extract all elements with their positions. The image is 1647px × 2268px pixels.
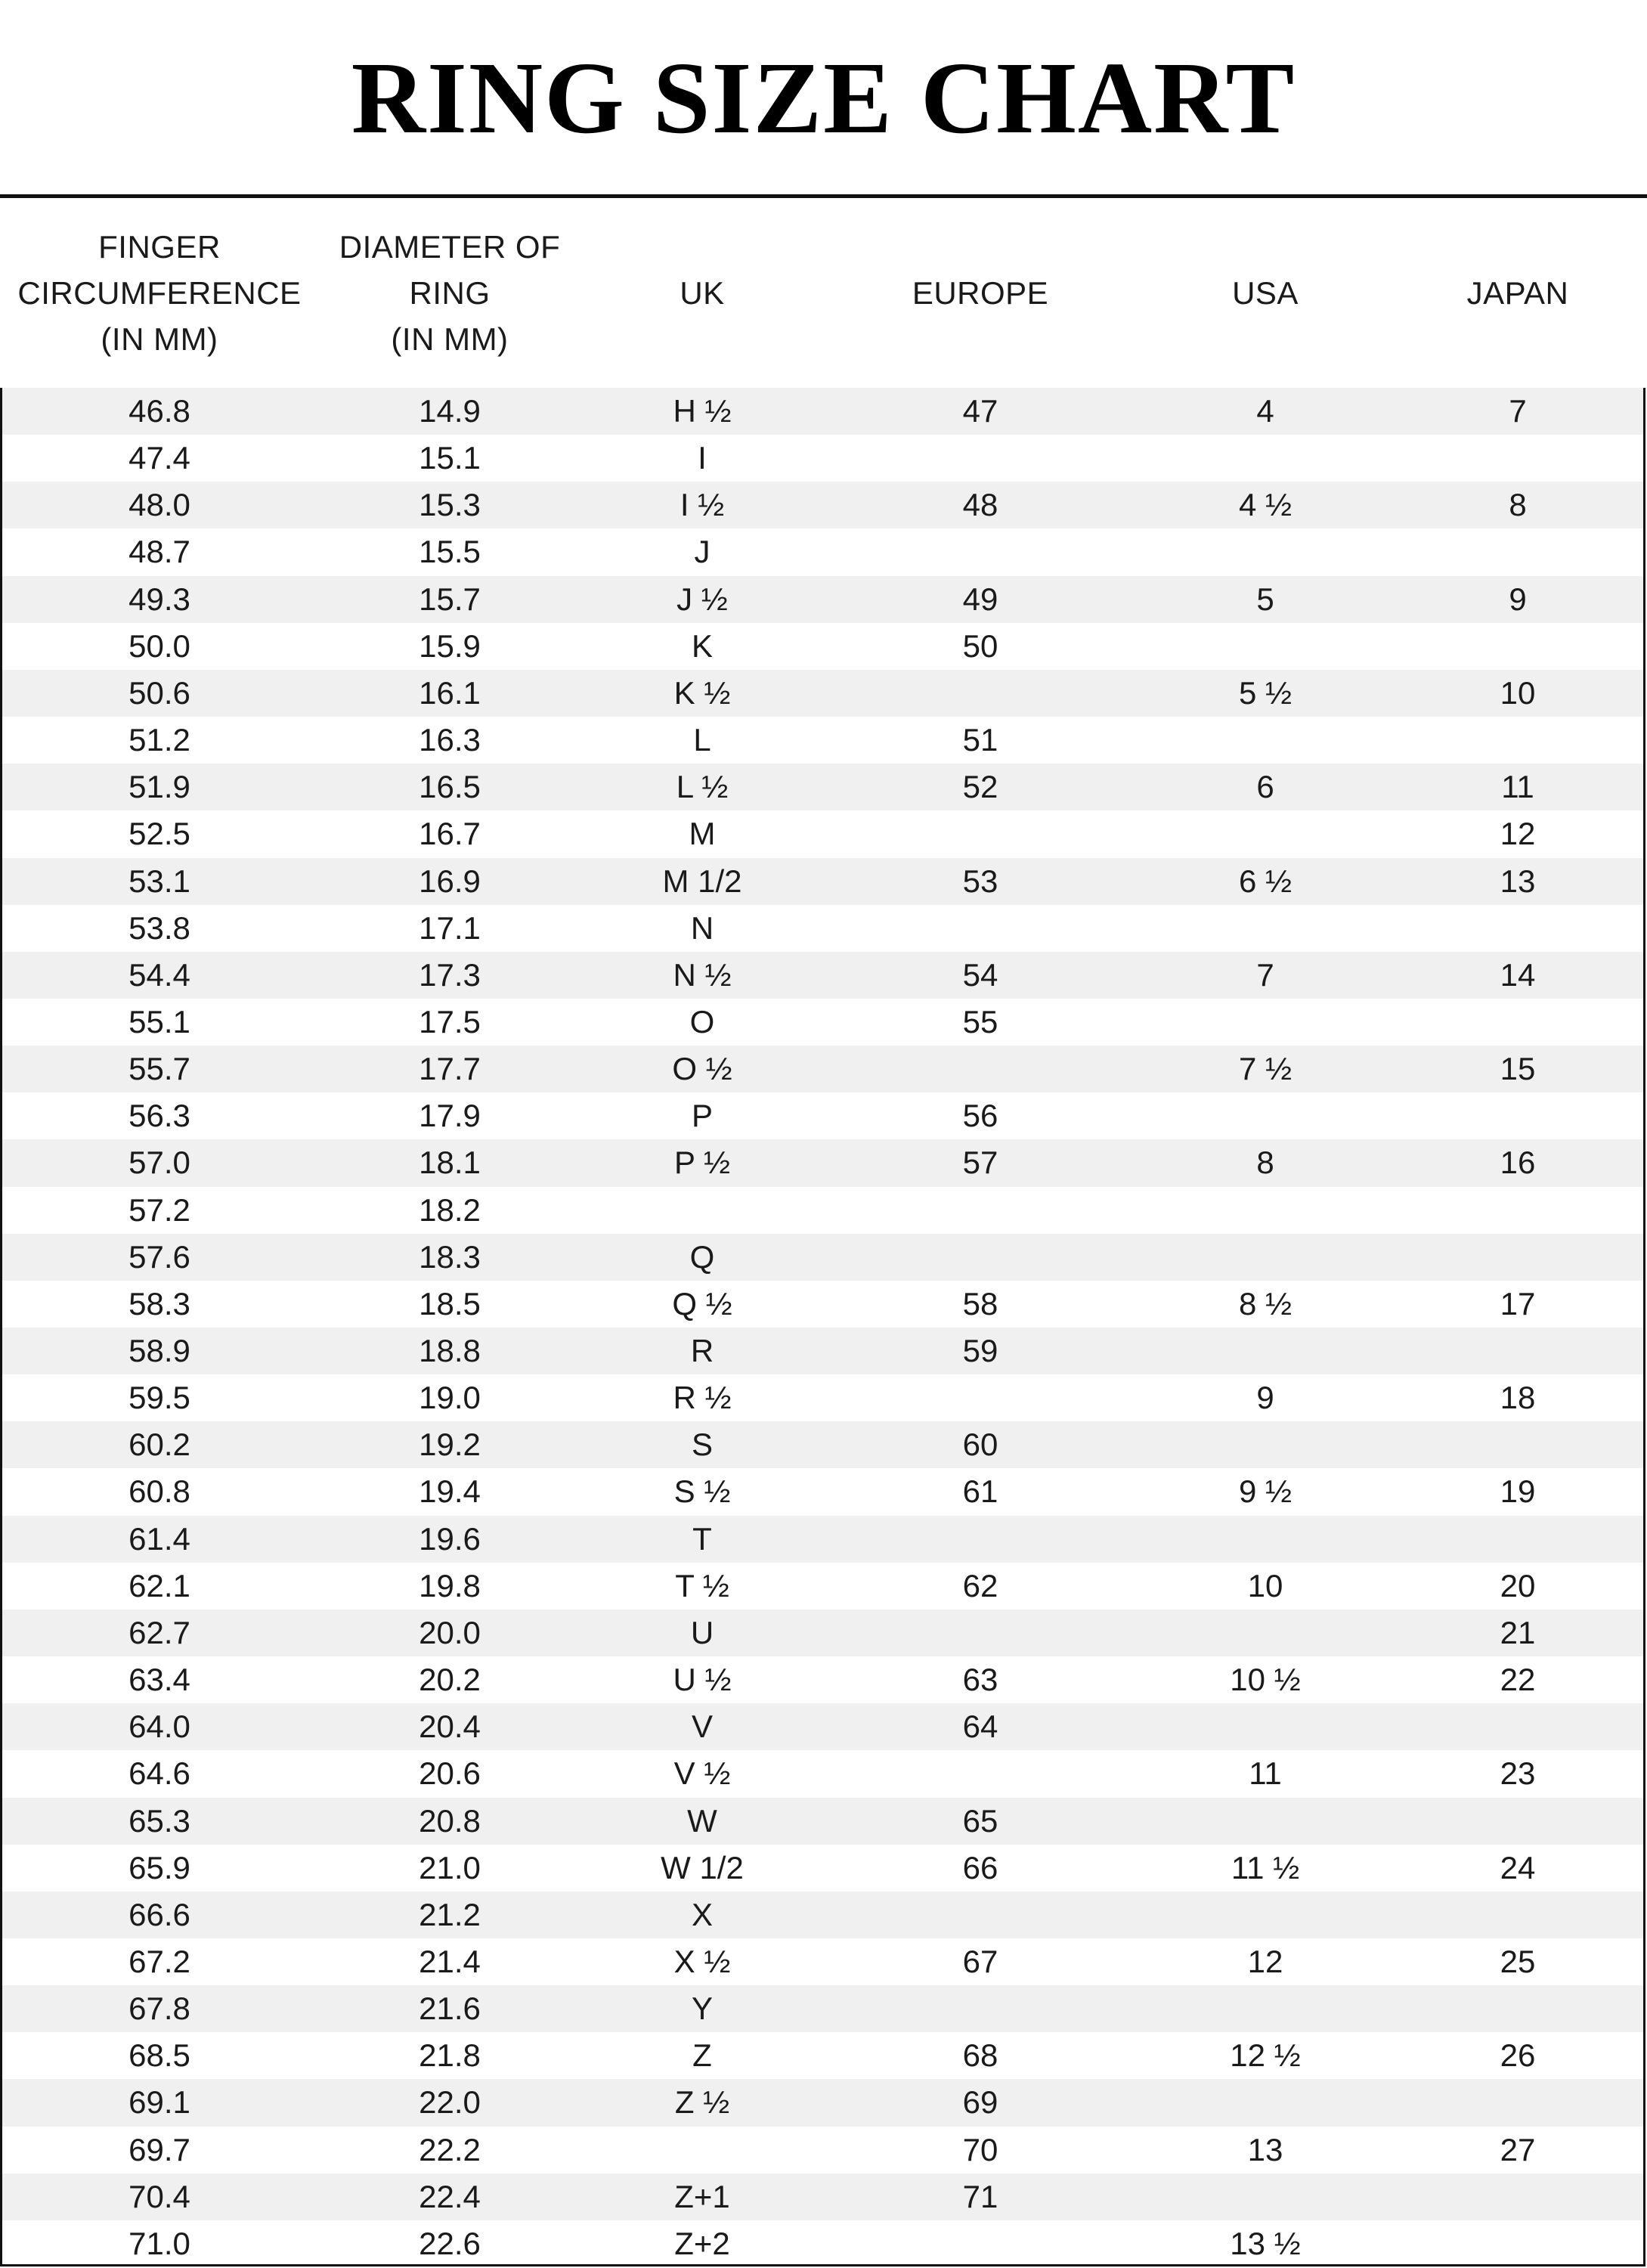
table-row — [2, 1421, 1643, 1468]
cell-europe — [844, 1750, 1116, 1797]
cell-diameter: 18.3 — [419, 1238, 481, 1275]
column-header-line: UK — [680, 275, 725, 311]
table-row — [2, 2127, 1643, 2174]
cell-uk: X ½ — [673, 1943, 731, 1979]
cell-uk: P ½ — [674, 1145, 730, 1181]
cell-usa — [1129, 528, 1401, 575]
table-row — [2, 1374, 1643, 1421]
cell-europe — [844, 1610, 1116, 1656]
cell-uk: J — [694, 534, 711, 570]
column-header-line: CIRCUMFERENCE — [17, 275, 302, 311]
cell-usa — [1129, 1187, 1401, 1234]
table-row — [2, 1610, 1643, 1656]
cell-circumference: 57.6 — [128, 1238, 190, 1275]
cell-circumference: 58.3 — [128, 1285, 190, 1321]
cell-europe: 64 — [962, 1709, 998, 1745]
cell-japan: 18 — [1500, 1380, 1536, 1416]
cell-europe: 61 — [962, 1473, 998, 1510]
table-row — [2, 1563, 1643, 1610]
cell-usa — [1129, 435, 1401, 482]
cell-usa — [1129, 1892, 1401, 1938]
cell-circumference: 50.6 — [128, 674, 190, 711]
cell-japan: 12 — [1500, 816, 1536, 852]
cell-europe: 48 — [962, 487, 998, 523]
column-header-circumference — [1, 198, 318, 388]
cell-usa: 8 — [1256, 1145, 1274, 1181]
cell-circumference: 60.8 — [128, 1473, 190, 1510]
table-row — [2, 482, 1643, 528]
table-row — [2, 2079, 1643, 2126]
cell-diameter: 21.2 — [419, 1896, 481, 1932]
cell-diameter: 19.0 — [419, 1380, 481, 1416]
cell-japan — [1404, 1892, 1631, 1938]
cell-uk: V ½ — [673, 1755, 731, 1792]
cell-usa: 6 ½ — [1238, 863, 1293, 899]
cell-uk: L — [693, 722, 711, 758]
cell-uk: U — [690, 1614, 714, 1650]
cell-europe: 65 — [962, 1802, 998, 1839]
column-header-line: DIAMETER OF — [339, 229, 561, 265]
cell-europe: 58 — [962, 1285, 998, 1321]
cell-europe: 67 — [962, 1943, 998, 1979]
cell-uk — [589, 1187, 816, 1234]
table-row — [2, 2174, 1643, 2220]
cell-japan: 19 — [1500, 1473, 1536, 1510]
cell-europe — [844, 435, 1116, 482]
cell-japan — [1404, 2174, 1631, 2220]
cell-uk: Q — [689, 1238, 715, 1275]
cell-usa: 13 — [1247, 2131, 1283, 2167]
cell-europe — [844, 1046, 1116, 1092]
column-header-line: JAPAN — [1466, 275, 1569, 311]
cell-circumference: 55.1 — [128, 1003, 190, 1040]
table-row — [2, 528, 1643, 575]
cell-usa: 9 ½ — [1238, 1473, 1293, 1510]
cell-circumference: 67.2 — [128, 1943, 190, 1979]
cell-uk: Z+1 — [674, 2178, 730, 2214]
cell-usa: 7 ½ — [1238, 1051, 1293, 1087]
cell-europe: 56 — [962, 1098, 998, 1134]
cell-japan — [1404, 1328, 1631, 1374]
cell-europe — [844, 905, 1116, 952]
cell-europe: 53 — [962, 863, 998, 899]
cell-japan: 27 — [1500, 2131, 1536, 2167]
cell-circumference: 55.7 — [128, 1051, 190, 1087]
cell-diameter: 19.2 — [419, 1427, 481, 1463]
table-row — [2, 717, 1643, 764]
cell-circumference: 49.3 — [128, 581, 190, 617]
cell-europe — [844, 1187, 1116, 1234]
cell-uk: Z ½ — [674, 2084, 730, 2121]
cell-japan — [1404, 2079, 1631, 2126]
cell-circumference: 52.5 — [128, 816, 190, 852]
cell-diameter: 19.8 — [419, 1567, 481, 1603]
cell-uk: I — [698, 440, 707, 476]
cell-japan — [1404, 1798, 1631, 1845]
cell-japan: 13 — [1500, 863, 1536, 899]
cell-japan — [1404, 999, 1631, 1046]
cell-usa — [1129, 2174, 1401, 2220]
cell-circumference: 65.9 — [128, 1849, 190, 1885]
cell-japan: 16 — [1500, 1145, 1536, 1181]
cell-uk: K — [691, 627, 713, 664]
cell-japan: 14 — [1500, 956, 1536, 993]
cell-diameter: 15.5 — [419, 534, 481, 570]
cell-usa: 9 — [1256, 1380, 1274, 1416]
cell-diameter: 20.8 — [419, 1802, 481, 1839]
cell-circumference: 54.4 — [128, 956, 190, 993]
cell-uk: O ½ — [672, 1051, 732, 1087]
table-row — [2, 1328, 1643, 1374]
table-row — [2, 1516, 1643, 1563]
cell-japan: 9 — [1509, 581, 1527, 617]
table-row — [2, 858, 1643, 905]
cell-europe: 55 — [962, 1003, 998, 1040]
cell-japan — [1404, 1985, 1631, 2032]
cell-japan — [1404, 717, 1631, 764]
cell-japan — [1404, 2220, 1631, 2267]
cell-japan: 26 — [1500, 2037, 1536, 2074]
column-header-line: EUROPE — [912, 275, 1049, 311]
column-header-line: RING — [409, 275, 491, 311]
cell-circumference: 57.2 — [128, 1191, 190, 1228]
cell-diameter: 14.9 — [419, 393, 481, 429]
cell-diameter: 16.9 — [419, 863, 481, 899]
cell-circumference: 61.4 — [128, 1520, 190, 1557]
cell-circumference: 67.8 — [128, 1991, 190, 2027]
cell-diameter: 18.2 — [419, 1191, 481, 1228]
column-header-line: FINGER — [98, 229, 221, 265]
cell-diameter: 22.4 — [419, 2178, 481, 2214]
cell-europe: 59 — [962, 1333, 998, 1368]
cell-diameter: 18.1 — [419, 1145, 481, 1181]
table-row — [2, 2032, 1643, 2079]
cell-circumference: 69.7 — [128, 2131, 190, 2167]
cell-circumference: 66.6 — [128, 1896, 190, 1932]
cell-uk: S ½ — [673, 1473, 731, 1510]
cell-diameter: 16.7 — [419, 816, 481, 852]
cell-circumference: 64.6 — [128, 1755, 190, 1792]
cell-circumference: 62.1 — [128, 1567, 190, 1603]
cell-circumference: 58.9 — [128, 1333, 190, 1368]
column-header-line: (IN MM) — [101, 321, 218, 357]
table-row — [2, 1234, 1643, 1281]
cell-diameter: 20.0 — [419, 1614, 481, 1650]
column-header-usa — [1129, 198, 1401, 388]
cell-usa: 11 ½ — [1231, 1849, 1300, 1885]
cell-europe: 68 — [962, 2037, 998, 2074]
column-header-line: (IN MM) — [391, 321, 509, 357]
cell-japan: 20 — [1500, 1567, 1536, 1603]
cell-diameter: 16.3 — [419, 722, 481, 758]
cell-circumference: 62.7 — [128, 1614, 190, 1650]
cell-europe — [844, 1892, 1116, 1938]
table-row — [2, 1750, 1643, 1797]
cell-uk: U ½ — [673, 1662, 732, 1698]
cell-usa — [1129, 1234, 1401, 1281]
table-row — [2, 810, 1643, 857]
cell-usa — [1129, 717, 1401, 764]
cell-circumference: 50.0 — [128, 627, 190, 664]
cell-usa: 10 ½ — [1230, 1662, 1301, 1698]
cell-usa: 12 — [1247, 1943, 1283, 1979]
cell-uk: X — [691, 1896, 713, 1932]
cell-europe: 49 — [962, 581, 998, 617]
cell-diameter: 16.1 — [419, 674, 481, 711]
cell-diameter: 22.0 — [419, 2084, 481, 2121]
table-row — [2, 1139, 1643, 1186]
cell-europe: 69 — [962, 2084, 998, 2121]
cell-usa: 13 ½ — [1230, 2225, 1301, 2261]
table-row — [2, 670, 1643, 717]
cell-usa — [1129, 1516, 1401, 1563]
column-header-line: USA — [1232, 275, 1299, 311]
cell-diameter: 17.7 — [419, 1051, 481, 1087]
table-row — [2, 1656, 1643, 1703]
cell-uk: Y — [691, 1991, 713, 2027]
cell-japan — [1404, 1703, 1631, 1750]
table-row — [2, 1938, 1643, 1985]
cell-diameter: 22.2 — [419, 2131, 481, 2167]
table-row — [2, 764, 1643, 810]
cell-japan: 17 — [1500, 1285, 1536, 1321]
cell-uk: I ½ — [680, 487, 725, 523]
cell-circumference: 48.0 — [128, 487, 190, 523]
cell-diameter: 15.3 — [419, 487, 481, 523]
cell-usa — [1129, 1092, 1401, 1139]
cell-diameter: 17.5 — [419, 1003, 481, 1040]
cell-diameter: 19.6 — [419, 1520, 481, 1557]
cell-usa: 7 — [1256, 956, 1274, 993]
cell-uk: W — [687, 1802, 717, 1839]
table-row — [2, 952, 1643, 999]
cell-usa — [1129, 905, 1401, 952]
cell-usa: 5 ½ — [1238, 674, 1293, 711]
cell-japan — [1404, 1421, 1631, 1468]
cell-japan: 11 — [1501, 769, 1534, 805]
cell-diameter: 21.4 — [419, 1943, 481, 1979]
table-row — [2, 1845, 1643, 1892]
cell-uk: S — [691, 1427, 713, 1463]
cell-uk: T — [692, 1520, 712, 1557]
cell-circumference: 57.0 — [128, 1145, 190, 1181]
cell-diameter: 20.2 — [419, 1662, 481, 1698]
column-header-japan — [1404, 198, 1631, 388]
cell-japan — [1404, 435, 1631, 482]
cell-circumference: 59.5 — [128, 1380, 190, 1416]
cell-diameter: 20.4 — [419, 1709, 481, 1745]
cell-diameter: 21.8 — [419, 2037, 481, 2074]
cell-europe: 62 — [962, 1567, 998, 1603]
cell-uk: L ½ — [676, 769, 729, 805]
cell-europe: 66 — [962, 1849, 998, 1885]
cell-usa: 8 ½ — [1238, 1285, 1293, 1321]
cell-japan — [1404, 1187, 1631, 1234]
cell-uk: K ½ — [673, 674, 731, 711]
cell-japan — [1404, 623, 1631, 670]
cell-europe: 50 — [962, 627, 998, 664]
cell-europe: 54 — [962, 956, 998, 993]
cell-europe — [844, 1516, 1116, 1563]
column-header-uk — [589, 198, 816, 388]
cell-uk: T ½ — [675, 1567, 729, 1603]
cell-japan — [1404, 905, 1631, 952]
cell-japan: 10 — [1500, 674, 1536, 711]
cell-japan: 22 — [1500, 1662, 1536, 1698]
cell-usa — [1129, 1328, 1401, 1374]
cell-circumference: 53.1 — [128, 863, 190, 899]
cell-europe — [844, 528, 1116, 575]
cell-japan: 21 — [1500, 1614, 1536, 1650]
cell-uk: R ½ — [673, 1380, 732, 1416]
cell-europe: 60 — [962, 1427, 998, 1463]
cell-europe: 57 — [962, 1145, 998, 1181]
cell-circumference: 69.1 — [128, 2084, 190, 2121]
cell-usa: 6 — [1256, 769, 1274, 805]
cell-diameter: 17.3 — [419, 956, 481, 993]
cell-usa: 12 ½ — [1230, 2037, 1301, 2074]
cell-usa: 4 ½ — [1238, 487, 1293, 523]
cell-diameter: 16.5 — [419, 769, 481, 805]
cell-diameter: 21.0 — [419, 1849, 481, 1885]
cell-uk: Z — [692, 2037, 712, 2074]
cell-uk: O — [689, 1003, 715, 1040]
table-row — [2, 388, 1643, 435]
cell-europe: 51 — [962, 722, 998, 758]
cell-japan: 24 — [1500, 1849, 1536, 1885]
cell-circumference: 63.4 — [128, 1662, 190, 1698]
cell-usa — [1129, 1703, 1401, 1750]
cell-japan: 23 — [1500, 1755, 1536, 1792]
cell-uk: W 1/2 — [661, 1849, 744, 1885]
cell-diameter: 21.6 — [419, 1991, 481, 2027]
cell-circumference: 60.2 — [128, 1427, 190, 1463]
cell-usa — [1129, 1421, 1401, 1468]
cell-diameter: 20.6 — [419, 1755, 481, 1792]
cell-europe — [844, 1234, 1116, 1281]
cell-europe: 47 — [962, 393, 998, 429]
cell-circumference: 51.9 — [128, 769, 190, 805]
cell-japan — [1404, 1234, 1631, 1281]
cell-circumference: 65.3 — [128, 1802, 190, 1839]
table-row — [2, 1798, 1643, 1845]
cell-usa — [1129, 1985, 1401, 2032]
cell-circumference: 68.5 — [128, 2037, 190, 2074]
cell-diameter: 17.9 — [419, 1098, 481, 1134]
cell-uk: N ½ — [673, 956, 732, 993]
cell-diameter: 18.5 — [419, 1285, 481, 1321]
table-row — [2, 905, 1643, 952]
table-row — [2, 1468, 1643, 1515]
column-header-europe — [844, 198, 1116, 388]
cell-diameter: 19.4 — [419, 1473, 481, 1510]
cell-usa: 4 — [1256, 393, 1274, 429]
table-row — [2, 435, 1643, 482]
cell-circumference: 70.4 — [128, 2178, 190, 2214]
cell-europe: 70 — [962, 2131, 998, 2167]
table-row — [2, 1092, 1643, 1139]
page-title: RING SIZE CHART — [351, 42, 1296, 155]
cell-usa — [1129, 623, 1401, 670]
cell-japan: 8 — [1509, 487, 1527, 523]
cell-europe — [844, 670, 1116, 717]
cell-europe: 71 — [962, 2178, 998, 2214]
cell-japan — [1404, 1092, 1631, 1139]
cell-europe — [844, 810, 1116, 857]
cell-circumference: 46.8 — [128, 393, 190, 429]
cell-circumference: 48.7 — [128, 534, 190, 570]
cell-uk: Z+2 — [674, 2225, 730, 2261]
cell-circumference: 71.0 — [128, 2225, 190, 2261]
cell-diameter: 22.6 — [419, 2225, 481, 2261]
cell-japan: 15 — [1500, 1051, 1536, 1087]
cell-diameter: 15.7 — [419, 581, 481, 617]
column-header-diameter — [321, 198, 578, 388]
cell-uk: V — [691, 1709, 713, 1745]
cell-europe — [844, 1985, 1116, 2032]
cell-usa — [1129, 2079, 1401, 2126]
cell-uk: N — [690, 909, 714, 946]
cell-uk: J ½ — [676, 581, 728, 617]
cell-circumference: 51.2 — [128, 722, 190, 758]
cell-europe: 63 — [962, 1662, 998, 1698]
cell-uk: R — [690, 1333, 714, 1368]
table-row — [2, 1892, 1643, 1938]
cell-japan — [1404, 528, 1631, 575]
cell-diameter: 15.1 — [419, 440, 481, 476]
table-row — [2, 1187, 1643, 1234]
cell-uk — [589, 2127, 816, 2174]
cell-uk: M 1/2 — [662, 863, 742, 899]
cell-uk: H ½ — [673, 393, 732, 429]
cell-usa — [1129, 999, 1401, 1046]
cell-circumference: 56.3 — [128, 1098, 190, 1134]
cell-usa — [1129, 1610, 1401, 1656]
cell-usa — [1129, 810, 1401, 857]
cell-usa — [1129, 1798, 1401, 1845]
table-row — [2, 1703, 1643, 1750]
table-row — [2, 1046, 1643, 1092]
cell-diameter: 17.1 — [419, 909, 481, 946]
cell-usa: 5 — [1256, 581, 1274, 617]
cell-usa: 10 — [1247, 1567, 1283, 1603]
table-row — [2, 576, 1643, 623]
table-row — [2, 623, 1643, 670]
cell-europe — [844, 2220, 1116, 2267]
cell-diameter: 18.8 — [419, 1333, 481, 1368]
cell-uk: M — [689, 816, 716, 852]
cell-europe — [844, 1374, 1116, 1421]
cell-uk: P — [691, 1098, 713, 1134]
table-row — [2, 999, 1643, 1046]
cell-diameter: 15.9 — [419, 627, 481, 664]
cell-japan: 25 — [1500, 1943, 1536, 1979]
table-row — [2, 1281, 1643, 1328]
cell-usa: 11 — [1249, 1755, 1282, 1792]
cell-uk: Q ½ — [672, 1285, 732, 1321]
cell-circumference: 53.8 — [128, 909, 190, 946]
cell-circumference: 47.4 — [128, 440, 190, 476]
cell-circumference: 64.0 — [128, 1709, 190, 1745]
table-row — [2, 2220, 1643, 2267]
cell-europe: 52 — [962, 769, 998, 805]
cell-japan — [1404, 1516, 1631, 1563]
table-row — [2, 1985, 1643, 2032]
cell-japan: 7 — [1509, 393, 1527, 429]
table-header — [0, 198, 1647, 388]
